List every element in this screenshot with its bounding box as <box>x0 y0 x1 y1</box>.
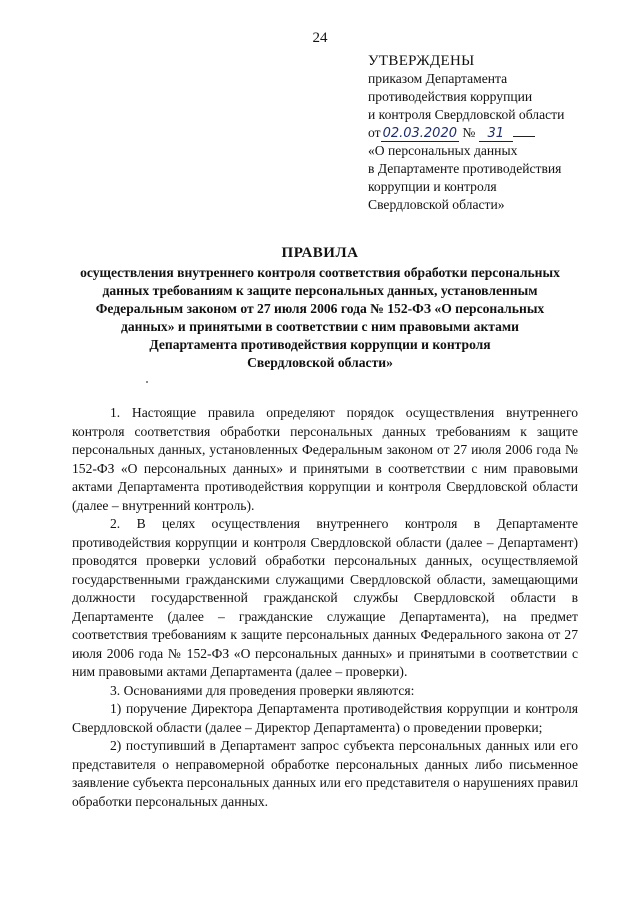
approval-heading: УТВЕРЖДЕНЫ <box>368 53 475 69</box>
paragraph: 2) поступивший в Департамент запрос субъекта персональных данных или его представителя о неправомерной обработке персональных данных либо письменное заявление субъекта персональных данных или его представителя о нарушениях правил обработки персональных данных. <box>72 738 578 809</box>
paragraph: 2. В целях осуществления внутреннего контроля в Департаменте противодействия коррупции и контроля Свердловской области (далее – Департамент) проводятся проверки условий обработки персональных данных, осуществляемой государственными гражданскими служащими Свердловской области, замещающими должности государственной гражданской службы Свердловской области в Департаменте (далее – гражданские служащие Департамента), на предмет соответствия требованиям к защите персональных данных Федерального закона от 27 июля 2006 года № 152-ФЗ «О персональных данных» и принятыми в соответствии с ним правовыми актами Департамента (далее – проверки). <box>72 516 578 679</box>
paragraph: 1) поручение Директора Департамента противодействия коррупции и контроля Свердловской области (далее – Директор Департамента) о проведении проверки; <box>72 701 578 735</box>
subject-line: Свердловской области» <box>368 197 505 212</box>
approval-line: противодействия коррупции <box>368 89 533 104</box>
approval-date-line <box>368 124 618 142</box>
subtitle-line: Департамента противодействия коррупции и контроля <box>149 337 491 352</box>
subtitle-line: данных требованиям к защите персональных данных, установленным <box>102 283 538 298</box>
paragraph: 1. Настоящие правила определяют порядок осуществления внутреннего контроля соответствия обработки персональных данных требованиям к защите персональных данных, установленных Федеральным законом от 27 июля 2006 года № 152-ФЗ «О персональных данных» и принятыми в соответствии с ним правовыми актами Департамента противодействия коррупции и контроля Свердловской области (далее – внутренний контроль). <box>72 405 578 513</box>
document-title: ПРАВИЛА <box>281 245 359 261</box>
date-prefix: от <box>368 125 381 140</box>
approval-line: и контроля Свердловской области <box>368 107 565 122</box>
subtitle-line: данных» и принятыми в соответствии с ним правовыми актами <box>120 319 520 334</box>
paragraph: 3. Основаниями для проведения проверки являются: <box>110 682 415 698</box>
subject-line: «О персональных данных <box>368 143 518 158</box>
document-title-block <box>40 244 600 372</box>
signature-underline <box>513 124 535 137</box>
page-number: 24 <box>312 30 328 46</box>
approval-stamp <box>368 52 618 214</box>
subject-line: в Департаменте противодействия <box>368 161 562 176</box>
subtitle-line: Свердловской области» <box>247 355 393 370</box>
subtitle-line: Федеральным законом от 27 июля 2006 года № 152-ФЗ «О персональных <box>95 301 545 316</box>
number-sign: № <box>462 125 476 140</box>
scan-speck <box>146 381 148 383</box>
document-body <box>72 404 578 811</box>
subject-line: коррупции и контроля <box>368 179 497 194</box>
handwritten-number: 31 <box>479 127 513 142</box>
handwritten-date: 02.03.2020 <box>382 126 457 141</box>
subtitle-line: осуществления внутреннего контроля соответствия обработки персональных <box>80 265 560 280</box>
approval-line: приказом Департамента <box>368 71 508 86</box>
